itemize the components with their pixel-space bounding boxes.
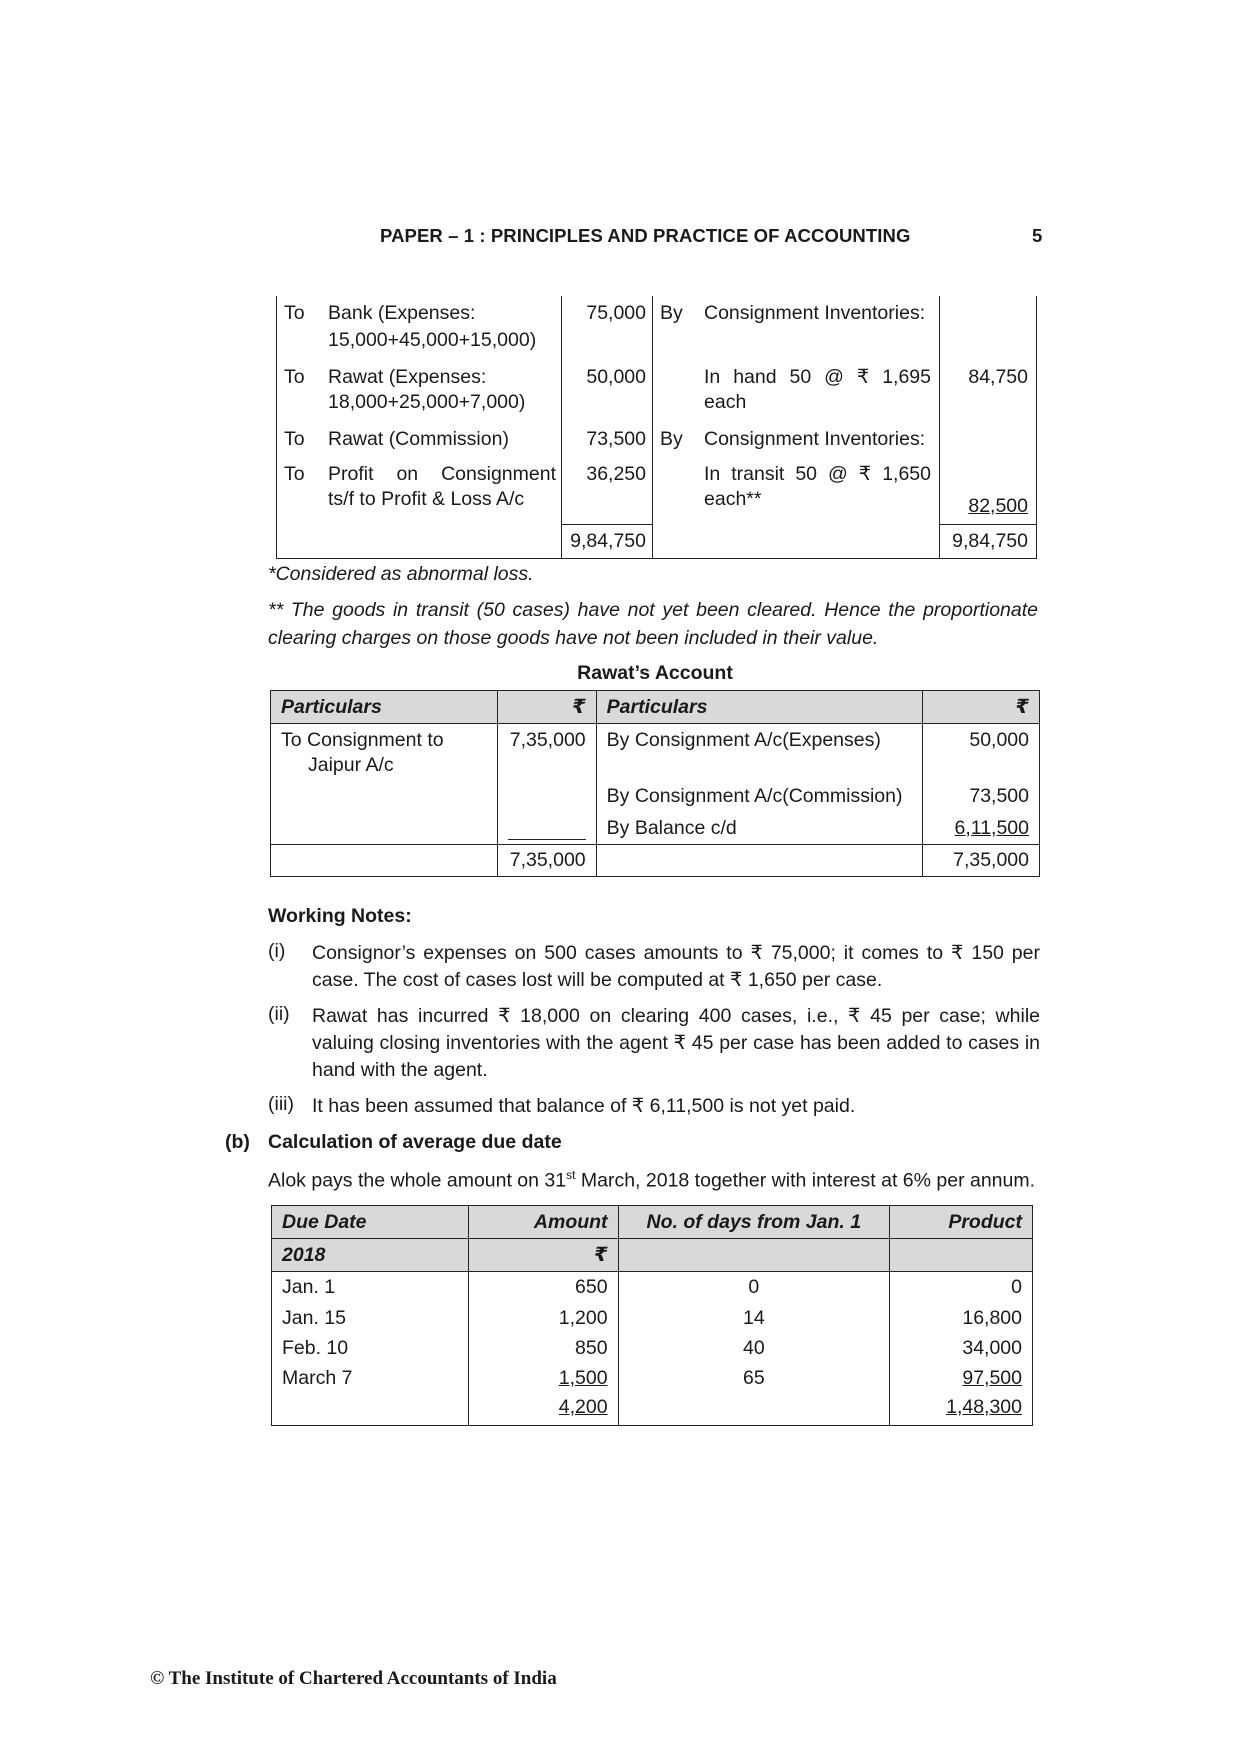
note-goods-in-transit: ** The goods in transit (50 cases) have not yet been cleared. Hence the proportionate clearing charges on those goods have not been included in their value. [268, 599, 1038, 649]
dr-particular: Bank (Expenses: [328, 302, 476, 324]
page-header: PAPER – 1 : PRINCIPLES AND PRACTICE OF ACCOUNTING [380, 225, 911, 246]
product: 34,000 [890, 1333, 1033, 1363]
cr-by: By [660, 428, 683, 450]
dr-amount: 75,000 [586, 302, 646, 324]
subheader-year: 2018 [272, 1239, 469, 1272]
cr-particular: In hand 50 @ ₹ 1,695 [704, 366, 931, 388]
dr-amount: 50,000 [586, 366, 646, 388]
amount: 850 [468, 1333, 618, 1363]
working-note: Consignor’s expenses on 500 cases amounts to ₹ 75,000; it comes to ₹ 150 per case. The cost of cases lost will be computed at ₹ 1,650 per case. [312, 942, 1040, 991]
amount-total: 4,200 [468, 1393, 618, 1425]
dr-particular: Rawat (Expenses: [328, 366, 487, 388]
due-date: Feb. 10 [272, 1333, 469, 1363]
header-product: Product [890, 1206, 1033, 1239]
amount: 1,500 [468, 1363, 618, 1393]
rawat-account-title: Rawat’s Account [577, 662, 733, 684]
dr-amount: 73,500 [586, 428, 646, 450]
header-amount: Amount [468, 1206, 618, 1239]
dr-to: To [284, 366, 305, 388]
subheader-rupee: ₹ [468, 1239, 618, 1272]
cr-amount: 82,500 [968, 495, 1028, 517]
days: 40 [618, 1333, 890, 1363]
cr-total: 9,84,750 [952, 530, 1028, 552]
dr-amount: 7,35,000 [497, 724, 596, 781]
page-number: 5 [1032, 225, 1043, 246]
working-notes-heading: Working Notes: [268, 905, 412, 927]
header-particulars: Particulars [271, 691, 498, 724]
part-heading: Calculation of average due date [268, 1131, 562, 1153]
cr-particular: By Balance c/d [596, 814, 922, 845]
dr-particular: 18,000+25,000+7,000) [328, 391, 526, 413]
part-intro: Alok pays the whole amount on 31st March, 2018 together with interest at 6% per annum. [268, 1168, 1036, 1192]
dr-particular: Rawat (Commission) [328, 428, 509, 450]
rawat-account-table [270, 690, 1040, 877]
note-label: (i) [268, 940, 286, 962]
product-total: 1,48,300 [890, 1393, 1033, 1425]
product: 16,800 [890, 1303, 1033, 1333]
dr-amount: 36,250 [586, 463, 646, 485]
dr-to: To [284, 428, 305, 450]
days-total [618, 1393, 890, 1425]
amount: 1,200 [468, 1303, 618, 1333]
product: 97,500 [890, 1363, 1033, 1393]
part-label: (b) [225, 1131, 250, 1153]
cr-particular: In transit 50 @ ₹ 1,650 [704, 463, 931, 485]
footer-copyright: © The Institute of Chartered Accountants of India [150, 1668, 557, 1689]
dr-particular: ts/f to Profit & Loss A/c [328, 488, 525, 510]
header-rupee: ₹ [497, 691, 596, 724]
total-label [272, 1393, 469, 1425]
note-label: (ii) [268, 1003, 290, 1025]
cr-particular: each** [704, 488, 762, 510]
amount: 650 [468, 1272, 618, 1304]
subheader-empty [890, 1239, 1033, 1272]
cr-particular: Consignment Inventories: [704, 302, 926, 324]
note-abnormal-loss: *Considered as abnormal loss. [268, 563, 534, 585]
cr-amount: 73,500 [923, 781, 1040, 814]
cr-particular: each [704, 391, 747, 413]
average-due-date-table [271, 1205, 1033, 1426]
note-label: (iii) [268, 1093, 294, 1115]
working-note: Rawat has incurred ₹ 18,000 on clearing 400 cases, i.e., ₹ 45 per case; while valuing closing inventories with the agent ₹ 45 per case has been added to cases in hand with the agent. [312, 1005, 1040, 1081]
due-date: March 7 [272, 1363, 469, 1393]
cr-particular: By Consignment A/c(Commission) [596, 781, 922, 814]
header-particulars: Particulars [596, 691, 922, 724]
cr-total: 7,35,000 [923, 845, 1040, 877]
days: 14 [618, 1303, 890, 1333]
dr-to: To [284, 302, 305, 324]
cr-particular: Consignment Inventories: [704, 428, 926, 450]
dr-to: To [284, 463, 305, 485]
cr-amount: 84,750 [968, 366, 1028, 388]
header-due-date: Due Date [272, 1206, 469, 1239]
days: 0 [618, 1272, 890, 1304]
cr-particular: By Consignment A/c(Expenses) [596, 724, 922, 781]
dr-particular: To Consignment to Jaipur A/c [271, 724, 498, 781]
days: 65 [618, 1363, 890, 1393]
subheader-empty [618, 1239, 890, 1272]
dr-particular: 15,000+45,000+15,000) [328, 329, 537, 351]
header-days: No. of days from Jan. 1 [618, 1206, 890, 1239]
dr-particular: Profit on Consignment [328, 463, 556, 485]
cr-amount: 6,11,500 [923, 814, 1040, 845]
consignment-account [274, 296, 1036, 559]
dr-total: 7,35,000 [497, 845, 596, 877]
cr-amount: 50,000 [923, 724, 1040, 781]
product: 0 [890, 1272, 1033, 1304]
header-rupee: ₹ [923, 691, 1040, 724]
due-date: Jan. 15 [272, 1303, 469, 1333]
due-date: Jan. 1 [272, 1272, 469, 1304]
working-note: It has been assumed that balance of ₹ 6,11,500 is not yet paid. [312, 1095, 856, 1117]
dr-total: 9,84,750 [570, 530, 646, 552]
cr-by: By [660, 302, 683, 324]
